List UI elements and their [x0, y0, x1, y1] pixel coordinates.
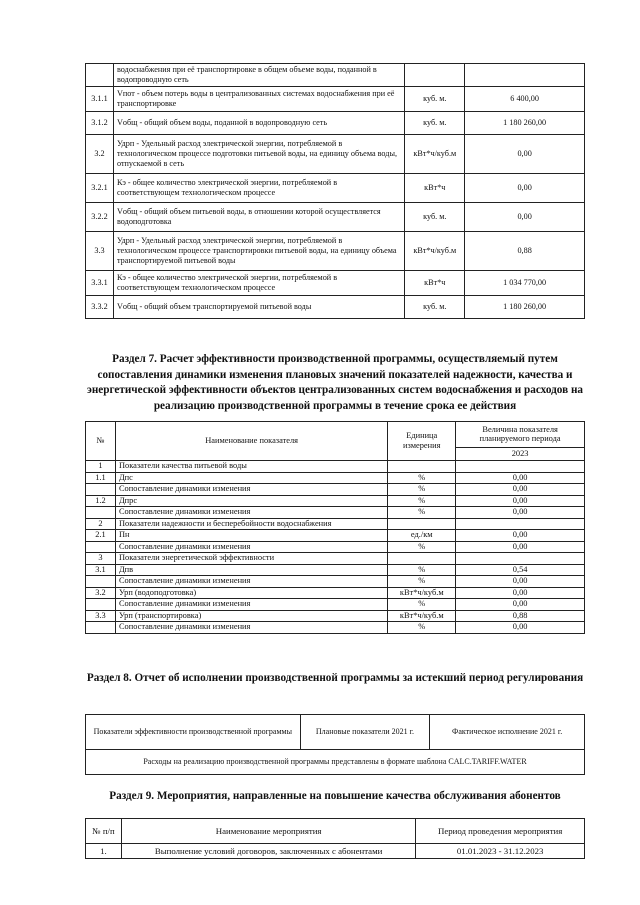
row-period: 01.01.2023 - 31.12.2023 — [416, 844, 585, 859]
row-number — [86, 507, 116, 519]
execution-report-table — [85, 714, 585, 775]
row-description: Кэ - общее количество электрической энергии, потребляемой в соответствующем технологическом процессе — [113, 174, 404, 203]
row-number: 2 — [86, 518, 116, 530]
row-unit: куб. м. — [405, 112, 465, 135]
row-unit: % — [388, 599, 456, 611]
col-header-name: Наименование показателя — [115, 422, 387, 461]
row-number: 2.1 — [86, 530, 116, 542]
row-value: 0,54 — [456, 564, 585, 576]
table-row — [86, 472, 585, 484]
row-unit: кВт*ч/куб.м — [405, 135, 465, 174]
col-header-value: Величина показателя планируемого периода — [456, 422, 585, 448]
row-number: 1. — [86, 844, 122, 859]
table-row — [86, 203, 585, 232]
row-unit — [388, 518, 456, 530]
table-row — [86, 507, 585, 519]
header-indicators: Показатели эффективности производственной программы — [86, 715, 301, 750]
table-row — [86, 844, 585, 859]
table-row — [86, 553, 585, 565]
row-name: Показатели энергетической эффективности — [115, 553, 387, 565]
row-value: 0,00 — [465, 203, 585, 232]
col-header-year: 2023 — [456, 447, 585, 460]
row-description: Кэ - общее количество электрической энергии, потребляемой в соответствующем технологическом процессе — [113, 271, 404, 296]
row-number: 3 — [86, 553, 116, 565]
row-number — [86, 599, 116, 611]
header-planned: Плановые показатели 2021 г. — [300, 715, 430, 750]
table-row — [86, 271, 585, 296]
row-unit: % — [388, 484, 456, 496]
row-unit: % — [388, 507, 456, 519]
row-value: 0,00 — [465, 174, 585, 203]
table-row — [86, 564, 585, 576]
row-value: 0,88 — [456, 610, 585, 622]
row-number: 3.2.1 — [86, 174, 114, 203]
row-number: 3.1 — [86, 564, 116, 576]
col-header-unit: Единица измерения — [388, 422, 456, 461]
table-row — [86, 87, 585, 112]
row-value — [456, 461, 585, 473]
expenses-note: Расходы на реализацию производственной программы представлены в формате шаблона CALC.TARIFF.WATER — [86, 750, 585, 775]
row-number: 1.1 — [86, 472, 116, 484]
table-row — [86, 576, 585, 588]
table-row — [86, 64, 585, 87]
row-number: 3.3.2 — [86, 296, 114, 319]
row-unit: кВт*ч/куб.м — [388, 587, 456, 599]
row-unit: % — [388, 541, 456, 553]
row-value: 0,00 — [456, 484, 585, 496]
row-name: Урп (водоподготовка) — [115, 587, 387, 599]
row-number: 3.1.1 — [86, 87, 114, 112]
table-row — [86, 587, 585, 599]
row-name: Сопоставление динамики изменения — [115, 484, 387, 496]
row-unit: % — [388, 472, 456, 484]
row-number: 3.2 — [86, 135, 114, 174]
row-unit: ед./км — [388, 530, 456, 542]
section-9-title: Раздел 9. Мероприятия, направленные на повышение качества обслуживания абонентов — [109, 790, 561, 802]
row-value: 6 400,00 — [465, 87, 585, 112]
row-name: Показатели надежности и бесперебойности водоснабжения — [115, 518, 387, 530]
row-description: Удрп - Удельный расход электрической энергии, потребляемой в технологическом процессе подготовки питьевой воды, на единицу объема воды, отпускаемой в сеть — [113, 135, 404, 174]
row-unit — [388, 553, 456, 565]
row-number — [86, 622, 116, 634]
table-row — [86, 495, 585, 507]
table-row — [86, 530, 585, 542]
row-value — [465, 64, 585, 87]
row-unit: кВт*ч/куб.м — [405, 232, 465, 271]
row-name: Сопоставление динамики изменения — [115, 622, 387, 634]
measures-table — [85, 818, 585, 859]
row-description: Vобщ - общий объем питьевой воды, в отношении которой осуществляется водоподготовка — [113, 203, 404, 232]
row-value: 0,88 — [465, 232, 585, 271]
row-number — [86, 541, 116, 553]
row-description: Vобщ - общий объем транспортируемой питьевой воды — [113, 296, 404, 319]
row-value: 1 034 770,00 — [465, 271, 585, 296]
row-value: 1 180 260,00 — [465, 296, 585, 319]
row-name: Сопоставление динамики изменения — [115, 541, 387, 553]
row-value: 0,00 — [456, 576, 585, 588]
header-name: Наименование мероприятия — [121, 819, 415, 844]
row-number: 3.3 — [86, 610, 116, 622]
row-value: 0,00 — [456, 472, 585, 484]
row-name: Дпв — [115, 564, 387, 576]
row-name: Выполнение условий договоров, заключенных с абонентами — [121, 844, 415, 859]
row-name: Пн — [115, 530, 387, 542]
row-unit: кВт*ч — [405, 174, 465, 203]
table-row — [86, 135, 585, 174]
row-unit — [405, 64, 465, 87]
row-name: Показатели качества питьевой воды — [115, 461, 387, 473]
efficiency-calculation-table — [85, 421, 585, 634]
row-name: Сопоставление динамики изменения — [115, 507, 387, 519]
row-number: 3.2 — [86, 587, 116, 599]
header-num: № п/п — [86, 819, 122, 844]
row-number: 3.2.2 — [86, 203, 114, 232]
row-number — [86, 484, 116, 496]
table-row — [86, 599, 585, 611]
col-header-num: № — [86, 422, 116, 461]
table-row — [86, 541, 585, 553]
row-value: 1 180 260,00 — [465, 112, 585, 135]
row-value: 0,00 — [465, 135, 585, 174]
row-description: водоснабжения при её транспортировке в общем объеме воды, поданной в водопроводную сеть — [113, 64, 404, 87]
row-number: 1 — [86, 461, 116, 473]
row-value: 0,00 — [456, 622, 585, 634]
table-row — [86, 112, 585, 135]
table-row — [86, 518, 585, 530]
header-period: Период проведения мероприятия — [416, 819, 585, 844]
row-number — [86, 576, 116, 588]
row-name: Дпс — [115, 472, 387, 484]
row-name: Дпрс — [115, 495, 387, 507]
row-description: Vпот - объем потерь воды в централизованных системах водоснабжения при её транспортировке — [113, 87, 404, 112]
row-number: 3.1.2 — [86, 112, 114, 135]
row-value: 0,00 — [456, 587, 585, 599]
row-unit: куб. м. — [405, 296, 465, 319]
row-name: Сопоставление динамики изменения — [115, 599, 387, 611]
row-unit: куб. м. — [405, 87, 465, 112]
table-row — [86, 296, 585, 319]
table-row — [86, 610, 585, 622]
header-actual: Фактическое исполнение 2021 г. — [430, 715, 585, 750]
row-unit: куб. м. — [405, 203, 465, 232]
row-unit: % — [388, 564, 456, 576]
section-8-title: Раздел 8. Отчет об исполнении производственной программы за истекший период регулирования — [86, 672, 584, 684]
row-value: 0,00 — [456, 541, 585, 553]
row-value — [456, 553, 585, 565]
row-unit: % — [388, 622, 456, 634]
row-value: 0,00 — [456, 599, 585, 611]
row-name: Сопоставление динамики изменения — [115, 576, 387, 588]
row-unit: % — [388, 576, 456, 588]
table-row — [86, 622, 585, 634]
section-7-title: Раздел 7. Расчет эффективности производственной программы, осуществляемый путем сопоставления динамики изменения плановых значений показателей надежности, качества и энергетической эффективности объектов централизованных систем водоснабжения и расходов на реализацию производственной программы в течение срока ее действия — [87, 353, 583, 412]
row-number: 1.2 — [86, 495, 116, 507]
indicators-continuation-table — [85, 63, 585, 319]
table-row — [86, 174, 585, 203]
table-row — [86, 232, 585, 271]
table-row — [86, 484, 585, 496]
row-description: Удрп - Удельный расход электрической энергии, потребляемой в технологическом процессе транспортировки питьевой воды, на единицу объема транспортируемой питьевой воды — [113, 232, 404, 271]
row-unit: кВт*ч — [405, 271, 465, 296]
table-row — [86, 461, 585, 473]
row-unit — [388, 461, 456, 473]
row-name: Урп (транспортировка) — [115, 610, 387, 622]
row-unit: % — [388, 495, 456, 507]
row-value: 0,00 — [456, 507, 585, 519]
row-unit: кВт*ч/куб.м — [388, 610, 456, 622]
row-value: 0,00 — [456, 530, 585, 542]
row-description: Vобщ - общий объем воды, поданной в водопроводную сеть — [113, 112, 404, 135]
row-number: 3.3 — [86, 232, 114, 271]
row-value: 0,00 — [456, 495, 585, 507]
row-value — [456, 518, 585, 530]
row-number: 3.3.1 — [86, 271, 114, 296]
row-number — [86, 64, 114, 87]
